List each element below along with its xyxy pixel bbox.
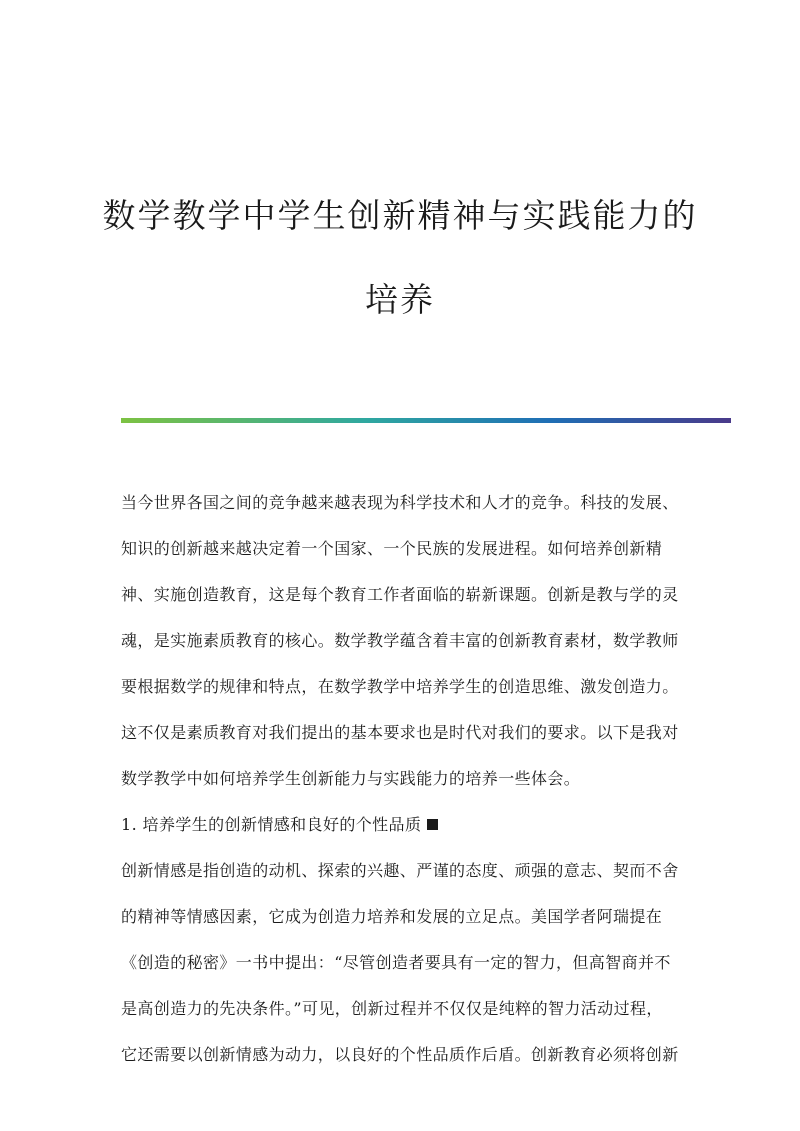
body-line: 这不仅是素质教育对我们提出的基本要求也是时代对我们的要求。以下是我对 (121, 723, 679, 742)
body-line: 知识的创新越来越决定着一个国家、一个民族的发展进程。如何培养创新精 (121, 539, 663, 558)
body-line: 创新情感是指创造的动机、探索的兴趣、严谨的态度、顽强的意志、契而不舍 (121, 861, 679, 880)
body-line: 的精神等情感因素，它成为创造力培养和发展的立足点。美国学者阿瑞提在 (121, 907, 663, 926)
body-line: 数学教学中如何培养学生创新能力与实践能力的培养一些体会。 (121, 769, 581, 788)
body-line: 它还需要以创新情感为动力，以良好的个性品质作后盾。创新教育必须将创新 (121, 1045, 679, 1064)
body-line: 要根据数学的规律和特点，在数学教学中培养学生的创造思维、激发创造力。 (121, 677, 679, 696)
title-line-2: 培养 (365, 280, 435, 319)
body-line: 《创造的秘密》一书中提出：“尽管创造者要具有一定的智力，但高智商并不 (121, 953, 671, 972)
body-line: 神、实施创造教育，这是每个教育工作者面临的崭新课题。创新是教与学的灵 (121, 585, 679, 604)
section-heading-text: 1. 培养学生的创新情感和良好的个性品质 (121, 815, 422, 834)
black-square-icon (427, 819, 438, 830)
body-line: 当今世界各国之间的竞争越来越表现为科学技术和人才的竞争。科技的发展、 (121, 493, 679, 512)
gradient-divider (121, 418, 731, 423)
section-heading (121, 814, 681, 836)
body-line: 是高创造力的先决条件。”可见，创新过程并不仅仅是纯粹的智力活动过程， (121, 999, 663, 1018)
body-line: 魂，是实施素质教育的核心。数学教学蕴含着丰富的创新教育素材，数学教师 (121, 631, 679, 650)
title-line-1: 数学教学中学生创新精神与实践能力的 (102, 196, 698, 235)
